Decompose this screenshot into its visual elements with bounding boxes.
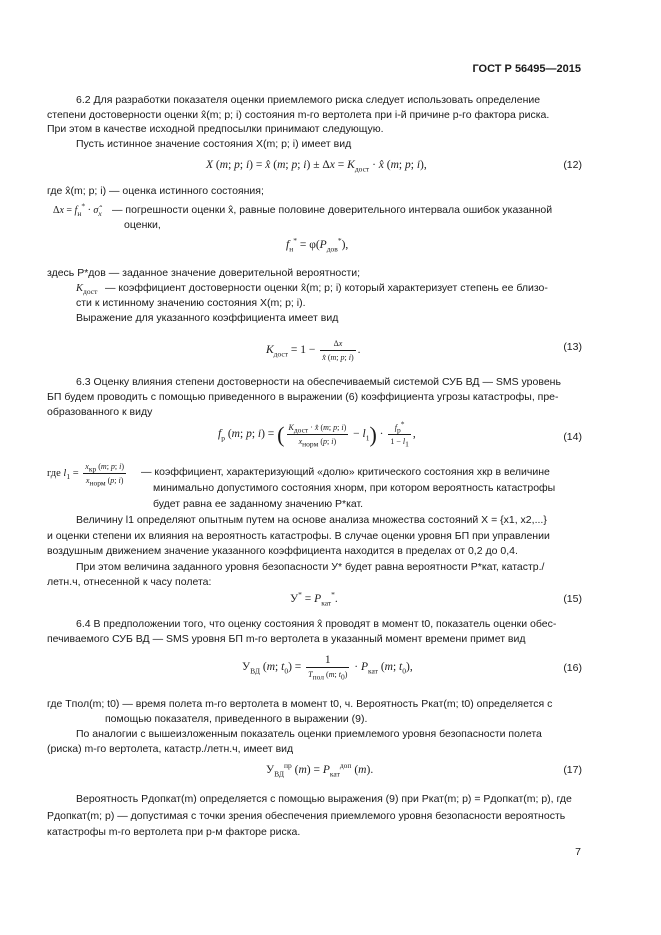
s63-line-2: БП будем проводить с помощью приведенного в выражении (6) коэффициента угрозы катастрофы, пре- — [47, 391, 559, 403]
s63-line-1: 6.3 Оценку влияния степени достоверности на обеспечиваемый системой СУБ ВД — SMS уровень — [76, 376, 561, 388]
here-p-line: здесь P*дов — заданное значение доверительной вероятности; — [47, 267, 361, 279]
equation-number-16: (16) — [563, 662, 582, 674]
dx-formula: $\Delta x = f_н^*$ · $\sigmâ_x$ — [53, 201, 102, 218]
l1-def-line-2: минимально допустимого состояния xнорм, при котором вероятность катастрофы — [153, 482, 556, 494]
s62-line-1: 6.2 Для разработки показателя оценки приемлемого риска следует использовать определение — [76, 94, 541, 106]
l1-def-line-1: — коэффициент, характеризующий «долю» критического состояния xкр в величине — [141, 466, 550, 478]
l1-formula: где $l_1$ = $\frac{x_{кр} (m; p; i)}{x_{норм} (p; i)}$ — [47, 462, 125, 488]
equation-14: $f_р$ (m; p; i) = ( $\frac{K_{дост} \cdot x̂ (m; p; i)}{x_{норм} (p; i)}$ − $l_1$) · $\frac{f_р^*}{1 - l_1}$ , — [218, 419, 416, 449]
equation-17: $У_{ВД}^{пр}$ $(m) = P_{кат}^{доп}$ (m). — [266, 761, 374, 779]
magnitude-line-3: воздушным движением значение указанного коэффициента находится в пределах от 0,2 до 0,4. — [47, 545, 518, 557]
s64-line-1: 6.4 В предположении того, что оценку состояния x̂ проводят в момент t0, показатель оценки обес- — [76, 618, 557, 630]
kdost-symbol: $K_{дост}$ — [76, 283, 98, 297]
equation-12: X (m; p; i) = x̂ (m; p; $i) \pm \Delta x = K_{дост}$ · x̂ (m; p; i), — [206, 159, 427, 174]
kdost-def-line-1: — коэффициент достоверности оценки x̂(m; p; i) который характеризует степень ее близо- — [105, 282, 548, 294]
standard-header: ГОСТ Р 56495—2015 — [472, 63, 581, 75]
s64-line-2: печиваемого СУБ ВД — SMS уровня БП m-го вертолета в указанный момент времени примет вид — [47, 633, 526, 645]
equation-15: $У^* = P_{кат}^*$. — [290, 590, 338, 608]
l1-def-line-3: будет равна ее заданному значению P*кат. — [153, 498, 364, 510]
s62-line-3: При этом в качестве исходной предпосылки принимают следующую. — [47, 123, 384, 135]
dx-def-line-2: оценки, — [124, 219, 161, 231]
given-line-2: летн.ч, отнесенной к часу полета: — [47, 576, 212, 588]
tpol-line-1: где Tпол(m; t0) — время полета m-го вертолета в момент t0, ч. Вероятность Pкат(m; t0) определяется с — [47, 698, 553, 710]
expr-intro-line: Выражение для указанного коэффициента имеет вид — [76, 312, 339, 324]
analog-line-1: По аналогии с вышеизложенным показатель оценки приемлемого уровня безопасности полета — [76, 728, 542, 740]
s62-line-2: степени достоверности оценки x̂(m; p; i) состояния m-го вертолета при i-й причине p-го фактора риска. — [47, 109, 550, 121]
magnitude-line-1: Величину l1 определяют опытным путем на основе анализа множества состояний X = {x1, x2,...} — [76, 514, 547, 526]
analog-line-2: (риска) m-го вертолета, катастр./летн.ч, имеет вид — [47, 743, 294, 755]
probability-line-1: Вероятность Pдопкат(m) определяется с помощью выражения (9) при Pкат(m; p) = Pдопкат(m; p), где — [76, 793, 572, 805]
f-formula: $f_н^* = \varphi(P_{дов}^*)$, — [286, 236, 349, 254]
equation-number-17: (17) — [563, 764, 582, 776]
equation-16: $У_{ВД}$ (m; $t_0$) = $\frac{1}{T_{пол} (m; t_0)}$ · $P_{кат}$ (m; $t_0$), — [242, 654, 413, 682]
dx-def-line-1: — погрешности оценки x̂, равные половине доверительного интервала ошибок указанной — [112, 204, 553, 216]
kdost-def-line-2: сти к истинному значению состояния X(m; p; i). — [76, 297, 306, 309]
probability-line-3: катастрофы m-го вертолета при p-м факторе риска. — [47, 826, 301, 838]
given-line-1: При этом величина заданного уровня безопасности У* будет равна вероятности P*кат, катастр./ — [76, 561, 545, 573]
equation-number-14: (14) — [563, 431, 582, 443]
true-value-line: Пусть истинное значение состояния X(m; p; i) имеет вид — [76, 138, 352, 150]
equation-number-15: (15) — [563, 593, 582, 605]
equation-number-12: (12) — [563, 159, 582, 171]
magnitude-line-2: и оценки степени их влияния на вероятность катастрофы. В случае оценки уровня БП при управлении — [47, 530, 550, 542]
where-x-line: где x̂(m; p; i) — оценка истинного состояния; — [47, 185, 264, 197]
equation-number-13: (13) — [563, 341, 582, 353]
page-number: 7 — [575, 846, 581, 858]
probability-line-2: Pдопкат(m; p) — допустимая с точки зрения обеспечения приемлемого уровня безопасности вероятность — [47, 810, 566, 822]
tpol-line-2: помощью показателя, приведенного в выражении (9). — [105, 713, 368, 725]
equation-13: $K_{дост} = 1$ − $\frac{\Delta x}{x̂ (m; p; i)}$ . — [266, 339, 361, 362]
s63-line-3: образованного к виду — [47, 406, 153, 418]
